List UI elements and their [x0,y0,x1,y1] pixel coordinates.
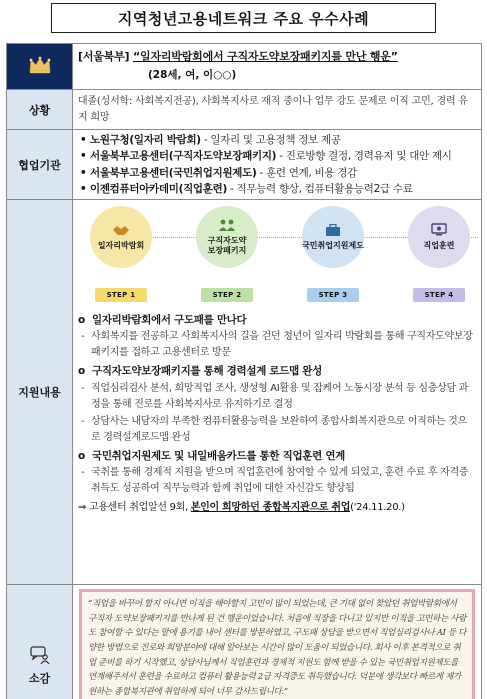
situation-text: 대졸(성서학: 사회복지전공), 사회복지사로 재직 중이나 업무 강도 문제로 이직 고민, 경력 유지 희망 [78,95,468,123]
section-heading: 국민취업지원제도 및 내일배움카드를 통한 직업훈련 연계 [92,449,346,462]
support-section-1: o 일자리박람회에서 구도패를 만나다 - 사회복지를 전공하고 사회복지사의 길을 걷던 청년이 일자리 박람회를 통해 구직자도약보장패키지를 접하고 고용센터로 방문 [78,313,476,361]
partner-item: • 이젠컴퓨터아카데미(직업훈련) - 직무능력 향상, 컴퓨터활용능력2급 수료 [78,181,476,197]
step-3 [298,206,368,302]
section-heading: 일자리박람회에서 구도패를 만나다 [92,314,247,327]
crown-icon [28,59,52,78]
partner-list [78,132,476,197]
step-2 [192,206,262,302]
partner-item: • 서울북부고용센터(국민취업지원제도) - 훈련 연계, 비용 경감 [78,165,476,181]
step-1 [86,206,156,302]
situation-label: 상황 [7,90,73,130]
section-item: - 사회복지를 전공하고 사회복지사의 길을 걷던 청년이 일자리 박람회를 통해 구직자도약보장패키지를 접하고 고용센터로 방문 [78,329,476,361]
case-profile: (28세, 여, 이○○) [148,69,237,82]
partner-item: • 서울북부고용센터(구직자도약보장패키지) - 진로방향 결정, 경력유지 및 대안 제시 [78,148,476,164]
step-badge: STEP 2 [201,288,254,302]
review-label-cell [7,585,73,699]
result-highlight: 본인이 희망하던 종합복지관으로 취업 [190,501,351,513]
people-icon [218,219,236,236]
support-section-3: o 국민취업지원제도 및 내일배움카드를 통한 직업훈련 연계 - 국취를 통해 경제적 지원을 받으며 직업훈련에 참여할 수 있게 되었고, 훈련 수료 후 자격증 취득도 성공하여 직무능력과 함께 취업에 대한 자신감도 향상됨 [78,449,476,497]
step-4 [404,206,474,302]
step-badge: STEP 4 [413,288,466,302]
step-circle: 국민취업지원제도 [302,206,364,268]
step-flow [78,206,476,310]
crown-cell [7,44,73,90]
speech-icon [7,646,72,667]
case-headline: “일자리박람회에서 구직자도약보장패키지를 만난 행운” [133,50,398,64]
section-heading: 구직자도약보장패키지를 통해 경력설계 로드맵 완성 [92,365,322,378]
step-circle: 일자리박람회 [90,206,152,268]
section-item: - 국취를 통해 경제적 지원을 받으며 직업훈련에 참여할 수 있게 되었고, 훈련 수료 후 자격증 취득도 성공하여 직무능력과 함께 취업에 대한 자신감도 향상됨 [78,465,476,497]
case-table [6,43,482,699]
monitor-icon [431,223,447,241]
review-label: 소감 [28,671,51,685]
case-header [73,44,482,90]
support-section-2: o 구직자도약보장패키지를 통해 경력설계 로드맵 완성 - 직업심리검사 분석, 희망직업 조사, 생성형 AI활용 및 잡케어 노동시장 분석 등 심층상담 과정을 통해 진로를 사회복지사로 유지하기로 결정 - 상담사는 내담자의 부족한 컴퓨터활용능력을 보완하여 종합사회복지관으로 이직하는 것으로 경력설계로드맵 완성 [78,364,476,445]
step-badge: STEP 3 [307,288,360,302]
partners-label: 협업기관 [7,130,73,200]
step-circle: 직업훈련 [408,206,470,268]
region-tag: [서울북부] [78,50,130,64]
result-line: ⇒ 고용센터 취업알선 9회, 본인이 희망하던 종합복지관으로 취업('24.11.20.) [78,501,405,513]
handshake-icon [112,224,130,241]
review-text: “직업을 바꾸어 할지 아니면 이직을 해야할지 고민이 많이 되었는데, 큰 기대 없이 찾았던 취업박람회에서 구직자 도약보장패키지를 만나게 된 건 행운이었습니다. 처음에 직장을 다니고 있지만 이직을 고민하는 사람도 참여할 수 있다는 말에 용기를 내어 센터를 방문하였고, 구도패 상담을 받으면서 직업심리검사나 AI 등 다양한 방법으로 진로와 희망분야에 대해 알아보는 시간이 많이 도움이 되었습니다. 회사 이후 본격적으로 취업 준비를 하기 시작했고, 상담사님께서 직업훈련과 경제적 지원도 함께 받을 수 있는 국민취업지원제도를 연계해주셔서 훈련을 수료하고 컴퓨터 활용능력 2급 자격증도 취득했습니다. 덕분에 생각보다 빠르게 제가 원하는 종합복지관에 취업하게 되어 너무 감사드립니다.” [79,589,475,699]
section-item: - 상담사는 내담자의 부족한 컴퓨터활용능력을 보완하여 종합사회복지관으로 이직하는 것으로 경력설계로드맵 완성 [78,414,476,446]
briefcase-icon [325,224,341,241]
step-circle: 구직자도약 보장패키지 [196,206,258,268]
page-title: 지역청년고용네트워크 주요 우수사례 [51,3,436,33]
support-label: 지원내용 [7,200,73,585]
section-item: - 직업심리검사 분석, 희망직업 조사, 생성형 AI활용 및 잡케어 노동시장 분석 등 심층상담 과정을 통해 진로를 사회복지사로 유지하기로 결정 [78,381,476,413]
step-badge: STEP 1 [95,288,148,302]
partner-item: • 노원구청(일자리 박람회) - 일자리 및 고용정책 정보 제공 [78,132,476,148]
